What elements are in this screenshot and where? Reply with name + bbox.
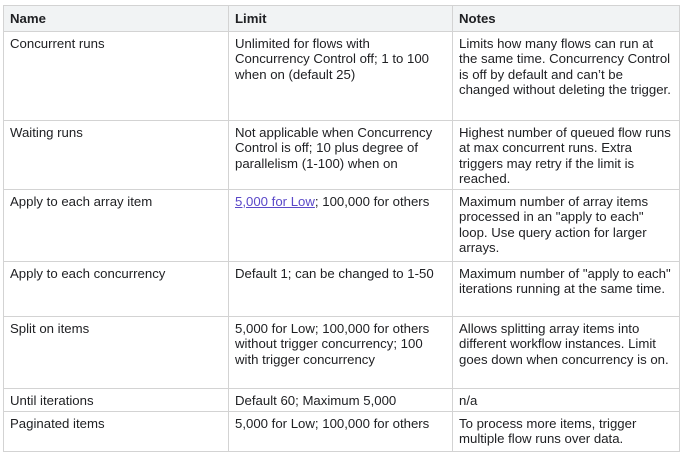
table-row — [4, 120, 680, 189]
low-tier-link[interactable]: 5,000 for Low — [235, 193, 315, 209]
row-name: Apply to each concurrency — [4, 261, 229, 316]
limits-table-container — [3, 5, 679, 452]
table-row — [4, 316, 680, 388]
row-limit: Default 60; Maximum 5,000 — [229, 388, 453, 411]
row-limit: Not applicable when Concurrency Control is off; 10 plus degree of parallelism (1-100) when on — [229, 120, 453, 189]
row-notes: Maximum number of "apply to each" iterations running at the same time. — [453, 261, 680, 316]
row-name: Split on items — [4, 316, 229, 388]
row-limit: 5,000 for Low; 100,000 for others without trigger concurrency; 100 with trigger concurrency — [229, 316, 453, 388]
table-row — [4, 31, 680, 120]
row-name: Paginated items — [4, 411, 229, 451]
row-notes: Maximum number of array items processed in an "apply to each" loop. Use query action for larger arrays. — [453, 189, 680, 261]
table-row — [4, 411, 680, 451]
table-row — [4, 388, 680, 411]
row-notes: n/a — [453, 388, 680, 411]
header-name: Name — [4, 6, 229, 32]
row-limit: 5,000 for Low; 100,000 for others — [229, 411, 453, 451]
row-name: Waiting runs — [4, 120, 229, 189]
row-notes: Highest number of queued flow runs at max concurrent runs. Extra triggers may retry if the limit is reached. — [453, 120, 680, 189]
limit-rest-text: ; 100,000 for others — [314, 193, 430, 209]
header-notes: Notes — [453, 6, 680, 32]
table-row — [4, 189, 680, 261]
limits-table — [3, 5, 680, 452]
table-row — [4, 261, 680, 316]
header-limit: Limit — [229, 6, 453, 32]
row-name: Concurrent runs — [4, 31, 229, 120]
row-notes: Allows splitting array items into different workflow instances. Limit goes down when concurrency is on. — [453, 316, 680, 388]
row-limit: Default 1; can be changed to 1-50 — [229, 261, 453, 316]
row-name: Apply to each array item — [4, 189, 229, 261]
row-limit — [229, 189, 453, 261]
row-name: Until iterations — [4, 388, 229, 411]
row-notes: Limits how many flows can run at the same time. Concurrency Control is off by default and can’t be changed without deleting the trigger. — [453, 31, 680, 120]
row-limit: Unlimited for flows with Concurrency Control off; 1 to 100 when on (default 25) — [229, 31, 453, 120]
row-notes: To process more items, trigger multiple flow runs over data. — [453, 411, 680, 451]
table-header-row — [4, 6, 680, 32]
